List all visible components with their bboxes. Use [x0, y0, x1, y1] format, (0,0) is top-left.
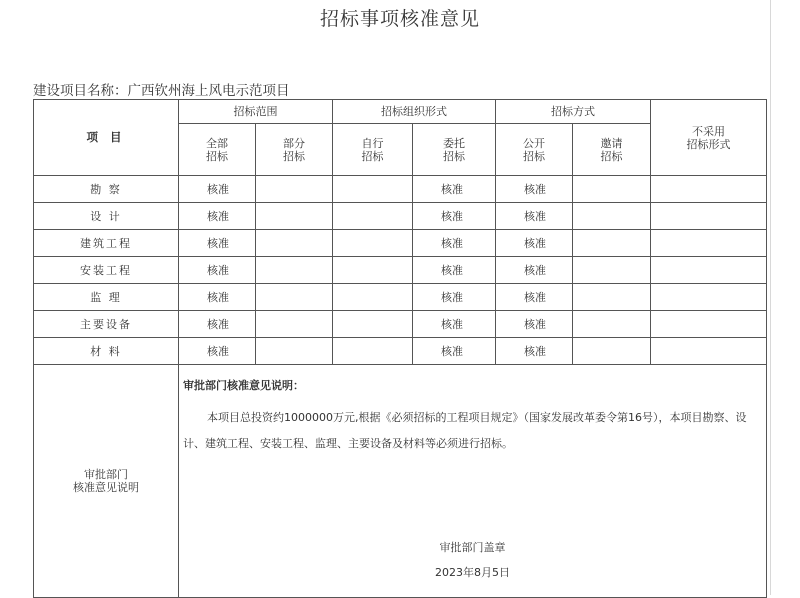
cell-no-bid [651, 257, 767, 284]
row-item: 建筑工程 [34, 230, 179, 257]
cell-method-open: 核准 [496, 311, 573, 338]
cell-method-open: 核准 [496, 257, 573, 284]
document-title: 招标事项核准意见 [319, 8, 480, 30]
header-scope: 招标范围 [179, 100, 333, 124]
cell-method-invite [573, 284, 651, 311]
header-no-bid-line2: 招标形式 [686, 137, 731, 151]
cell-method-invite [573, 257, 651, 284]
cell-no-bid [651, 203, 767, 230]
table-row [34, 284, 767, 311]
approval-note-row [34, 365, 767, 598]
header-org-entrust [413, 124, 496, 176]
cell-scope-part [256, 338, 333, 365]
row-item: 监 理 [34, 284, 179, 311]
cell-scope-full: 核准 [179, 311, 256, 338]
cell-scope-part [256, 176, 333, 203]
cell-method-open: 核准 [496, 284, 573, 311]
cell-method-invite [573, 338, 651, 365]
project-label: 建设项目名称： [33, 83, 128, 99]
cell-no-bid [651, 176, 767, 203]
approval-table [33, 99, 767, 598]
approval-note-heading: 审批部门核准意见说明： [183, 379, 304, 392]
header-org-entrust-line2: 招标 [443, 149, 465, 163]
cell-org-entrust: 核准 [413, 257, 496, 284]
cell-method-open: 核准 [496, 203, 573, 230]
cell-scope-full: 核准 [179, 176, 256, 203]
row-item: 主要设备 [34, 311, 179, 338]
cell-org-self [333, 230, 413, 257]
cell-method-invite [573, 203, 651, 230]
table-row [34, 338, 767, 365]
table-row [34, 203, 767, 230]
cell-org-entrust: 核准 [413, 230, 496, 257]
header-item: 项 目 [34, 100, 179, 176]
cell-org-entrust: 核准 [413, 203, 496, 230]
cell-org-self [333, 176, 413, 203]
cell-scope-full: 核准 [179, 284, 256, 311]
cell-scope-part [256, 230, 333, 257]
project-name: 广西钦州海上风电示范项目 [127, 83, 290, 99]
cell-method-open: 核准 [496, 176, 573, 203]
project-name-line [33, 79, 290, 99]
cell-org-entrust: 核准 [413, 338, 496, 365]
cell-scope-part [256, 284, 333, 311]
cell-method-invite [573, 311, 651, 338]
cell-no-bid [651, 230, 767, 257]
cell-method-invite [573, 176, 651, 203]
cell-scope-full: 核准 [179, 257, 256, 284]
header-org-entrust-line1: 委托 [443, 136, 465, 150]
approval-date: 2023年8月5日 [435, 566, 510, 579]
cell-no-bid [651, 338, 767, 365]
row-item: 材 料 [34, 338, 179, 365]
header-scope-full-line1: 全部 [206, 136, 228, 150]
cell-org-entrust: 核准 [413, 311, 496, 338]
cell-org-self [333, 257, 413, 284]
cell-scope-part [256, 203, 333, 230]
table-row [34, 176, 767, 203]
cell-scope-part [256, 311, 333, 338]
header-method-invite [573, 124, 651, 176]
table-row [34, 230, 767, 257]
approval-note-content [179, 365, 767, 598]
header-org: 招标组织形式 [333, 100, 496, 124]
cell-scope-full: 核准 [179, 203, 256, 230]
cell-no-bid [651, 284, 767, 311]
table-row [34, 257, 767, 284]
header-method-open [496, 124, 573, 176]
cell-method-open: 核准 [496, 230, 573, 257]
header-scope-part-line1: 部分 [283, 136, 305, 150]
page-edge-divider [770, 0, 771, 595]
approval-note-label [34, 365, 179, 598]
cell-org-self [333, 203, 413, 230]
row-item: 安装工程 [34, 257, 179, 284]
cell-scope-full: 核准 [179, 230, 256, 257]
cell-no-bid [651, 311, 767, 338]
cell-org-self [333, 338, 413, 365]
header-method-open-line1: 公开 [523, 136, 545, 150]
approval-note-label-line1: 审批部门 [84, 468, 128, 481]
header-scope-full-line2: 招标 [206, 149, 228, 163]
header-row-groups [34, 100, 767, 124]
header-org-self-line2: 招标 [361, 149, 384, 163]
header-no-bid [651, 100, 767, 176]
header-method-open-line2: 招标 [523, 149, 545, 163]
approval-note-body: 本项目总投资约1000000万元,根据《必须招标的工程项目规定》（国家发展改革委令第16号），本项目勘察、设计、建筑工程、安装工程、监理、主要设备及材料等必须进行招标。 [183, 411, 747, 450]
cell-org-entrust: 核准 [413, 284, 496, 311]
approval-seal-text: 审批部门盖章 [439, 541, 506, 554]
header-scope-full [179, 124, 256, 176]
cell-method-invite [573, 230, 651, 257]
row-item: 设 计 [34, 203, 179, 230]
cell-method-open: 核准 [496, 338, 573, 365]
header-org-self-line1: 自行 [361, 136, 384, 150]
cell-org-entrust: 核准 [413, 176, 496, 203]
header-scope-part [256, 124, 333, 176]
header-org-self [333, 124, 413, 176]
table-row [34, 311, 767, 338]
header-method-invite-line2: 招标 [600, 149, 623, 163]
approval-note-label-line2: 核准意见说明 [73, 481, 139, 494]
header-scope-part-line2: 招标 [283, 149, 305, 163]
cell-org-self [333, 284, 413, 311]
row-item: 勘 察 [34, 176, 179, 203]
header-method: 招标方式 [496, 100, 651, 124]
cell-scope-part [256, 257, 333, 284]
header-no-bid-line1: 不采用 [692, 124, 725, 138]
cell-scope-full: 核准 [179, 338, 256, 365]
cell-org-self [333, 311, 413, 338]
header-method-invite-line1: 邀请 [600, 136, 623, 150]
